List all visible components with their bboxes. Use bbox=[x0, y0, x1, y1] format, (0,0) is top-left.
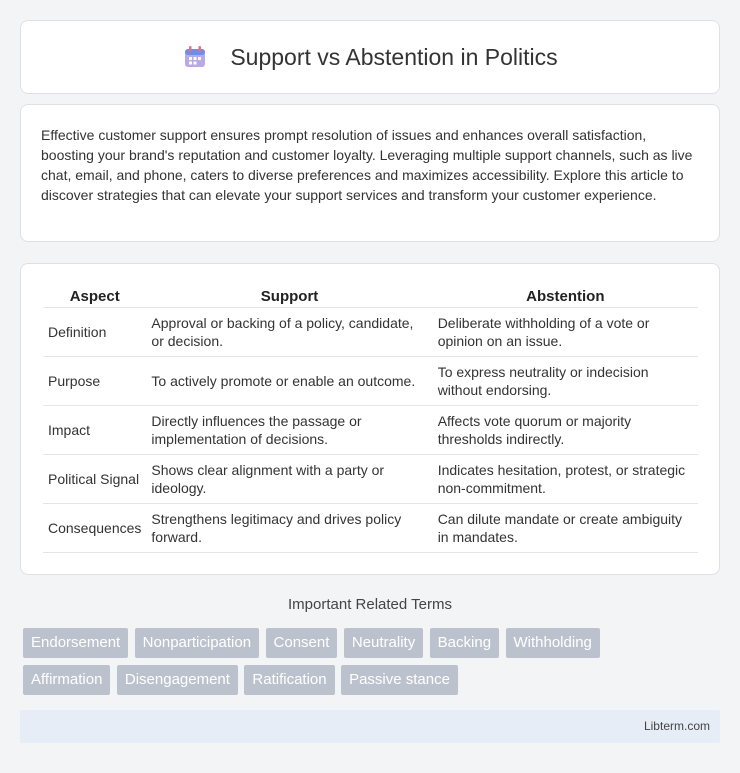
table-row bbox=[43, 357, 698, 406]
related-term-tag[interactable]: Nonparticipation bbox=[135, 628, 259, 658]
table-row bbox=[43, 406, 698, 455]
comparison-table bbox=[43, 286, 698, 553]
aspect-cell: Consequences bbox=[43, 504, 146, 553]
column-header: Aspect bbox=[43, 286, 146, 308]
abstention-cell: To express neutrality or indecision without endorsing. bbox=[433, 357, 698, 406]
intro-text: Effective customer support ensures prompt resolution of issues and enhances overall satisfaction, boosting your brand's reputation and customer loyalty. Leveraging multiple support channels, such as live chat, email, and phone, caters to diverse preferences and maximizes accessibility. Explore this article to discover strategies that can elevate your support services and transform your customer experience. bbox=[41, 127, 693, 203]
related-term-tag[interactable]: Affirmation bbox=[23, 665, 110, 695]
related-term-tag[interactable]: Neutrality bbox=[344, 628, 423, 658]
support-cell: Shows clear alignment with a party or ideology. bbox=[146, 455, 432, 504]
header-card bbox=[20, 20, 720, 94]
related-term-tag[interactable]: Backing bbox=[430, 628, 499, 658]
support-cell: Strengthens legitimacy and drives policy forward. bbox=[146, 504, 432, 553]
aspect-cell: Purpose bbox=[43, 357, 146, 406]
footer bbox=[20, 710, 720, 743]
related-term-tag[interactable]: Disengagement bbox=[117, 665, 238, 695]
table-row bbox=[43, 455, 698, 504]
calendar-icon bbox=[182, 44, 208, 70]
support-cell: Approval or backing of a policy, candidate, or decision. bbox=[146, 308, 432, 357]
footer-site-link[interactable]: Libterm.com bbox=[643, 719, 710, 733]
aspect-cell: Definition bbox=[43, 308, 146, 357]
related-terms-title: Important Related Terms bbox=[288, 596, 452, 613]
abstention-cell: Can dilute mandate or create ambiguity in mandates. bbox=[433, 504, 698, 553]
page-title: Support vs Abstention in Politics bbox=[230, 43, 558, 70]
aspect-cell: Political Signal bbox=[43, 455, 146, 504]
related-term-tag[interactable]: Withholding bbox=[506, 628, 600, 658]
related-term-tag[interactable]: Consent bbox=[266, 628, 338, 658]
column-header: Support bbox=[146, 286, 432, 308]
table-row bbox=[43, 308, 698, 357]
support-cell: To actively promote or enable an outcome. bbox=[146, 357, 432, 406]
related-term-tag[interactable]: Passive stance bbox=[341, 665, 458, 695]
related-terms-list bbox=[23, 628, 723, 702]
abstention-cell: Indicates hesitation, protest, or strategic non-commitment. bbox=[433, 455, 698, 504]
intro-card bbox=[20, 104, 720, 242]
abstention-cell: Affects vote quorum or majority thresholds indirectly. bbox=[433, 406, 698, 455]
comparison-table-card bbox=[20, 263, 720, 575]
related-term-tag[interactable]: Ratification bbox=[244, 665, 334, 695]
abstention-cell: Deliberate withholding of a vote or opinion on an issue. bbox=[433, 308, 698, 357]
column-header: Abstention bbox=[433, 286, 698, 308]
table-header-row bbox=[43, 286, 698, 308]
related-term-tag[interactable]: Endorsement bbox=[23, 628, 128, 658]
support-cell: Directly influences the passage or implementation of decisions. bbox=[146, 406, 432, 455]
table-row bbox=[43, 504, 698, 553]
aspect-cell: Impact bbox=[43, 406, 146, 455]
